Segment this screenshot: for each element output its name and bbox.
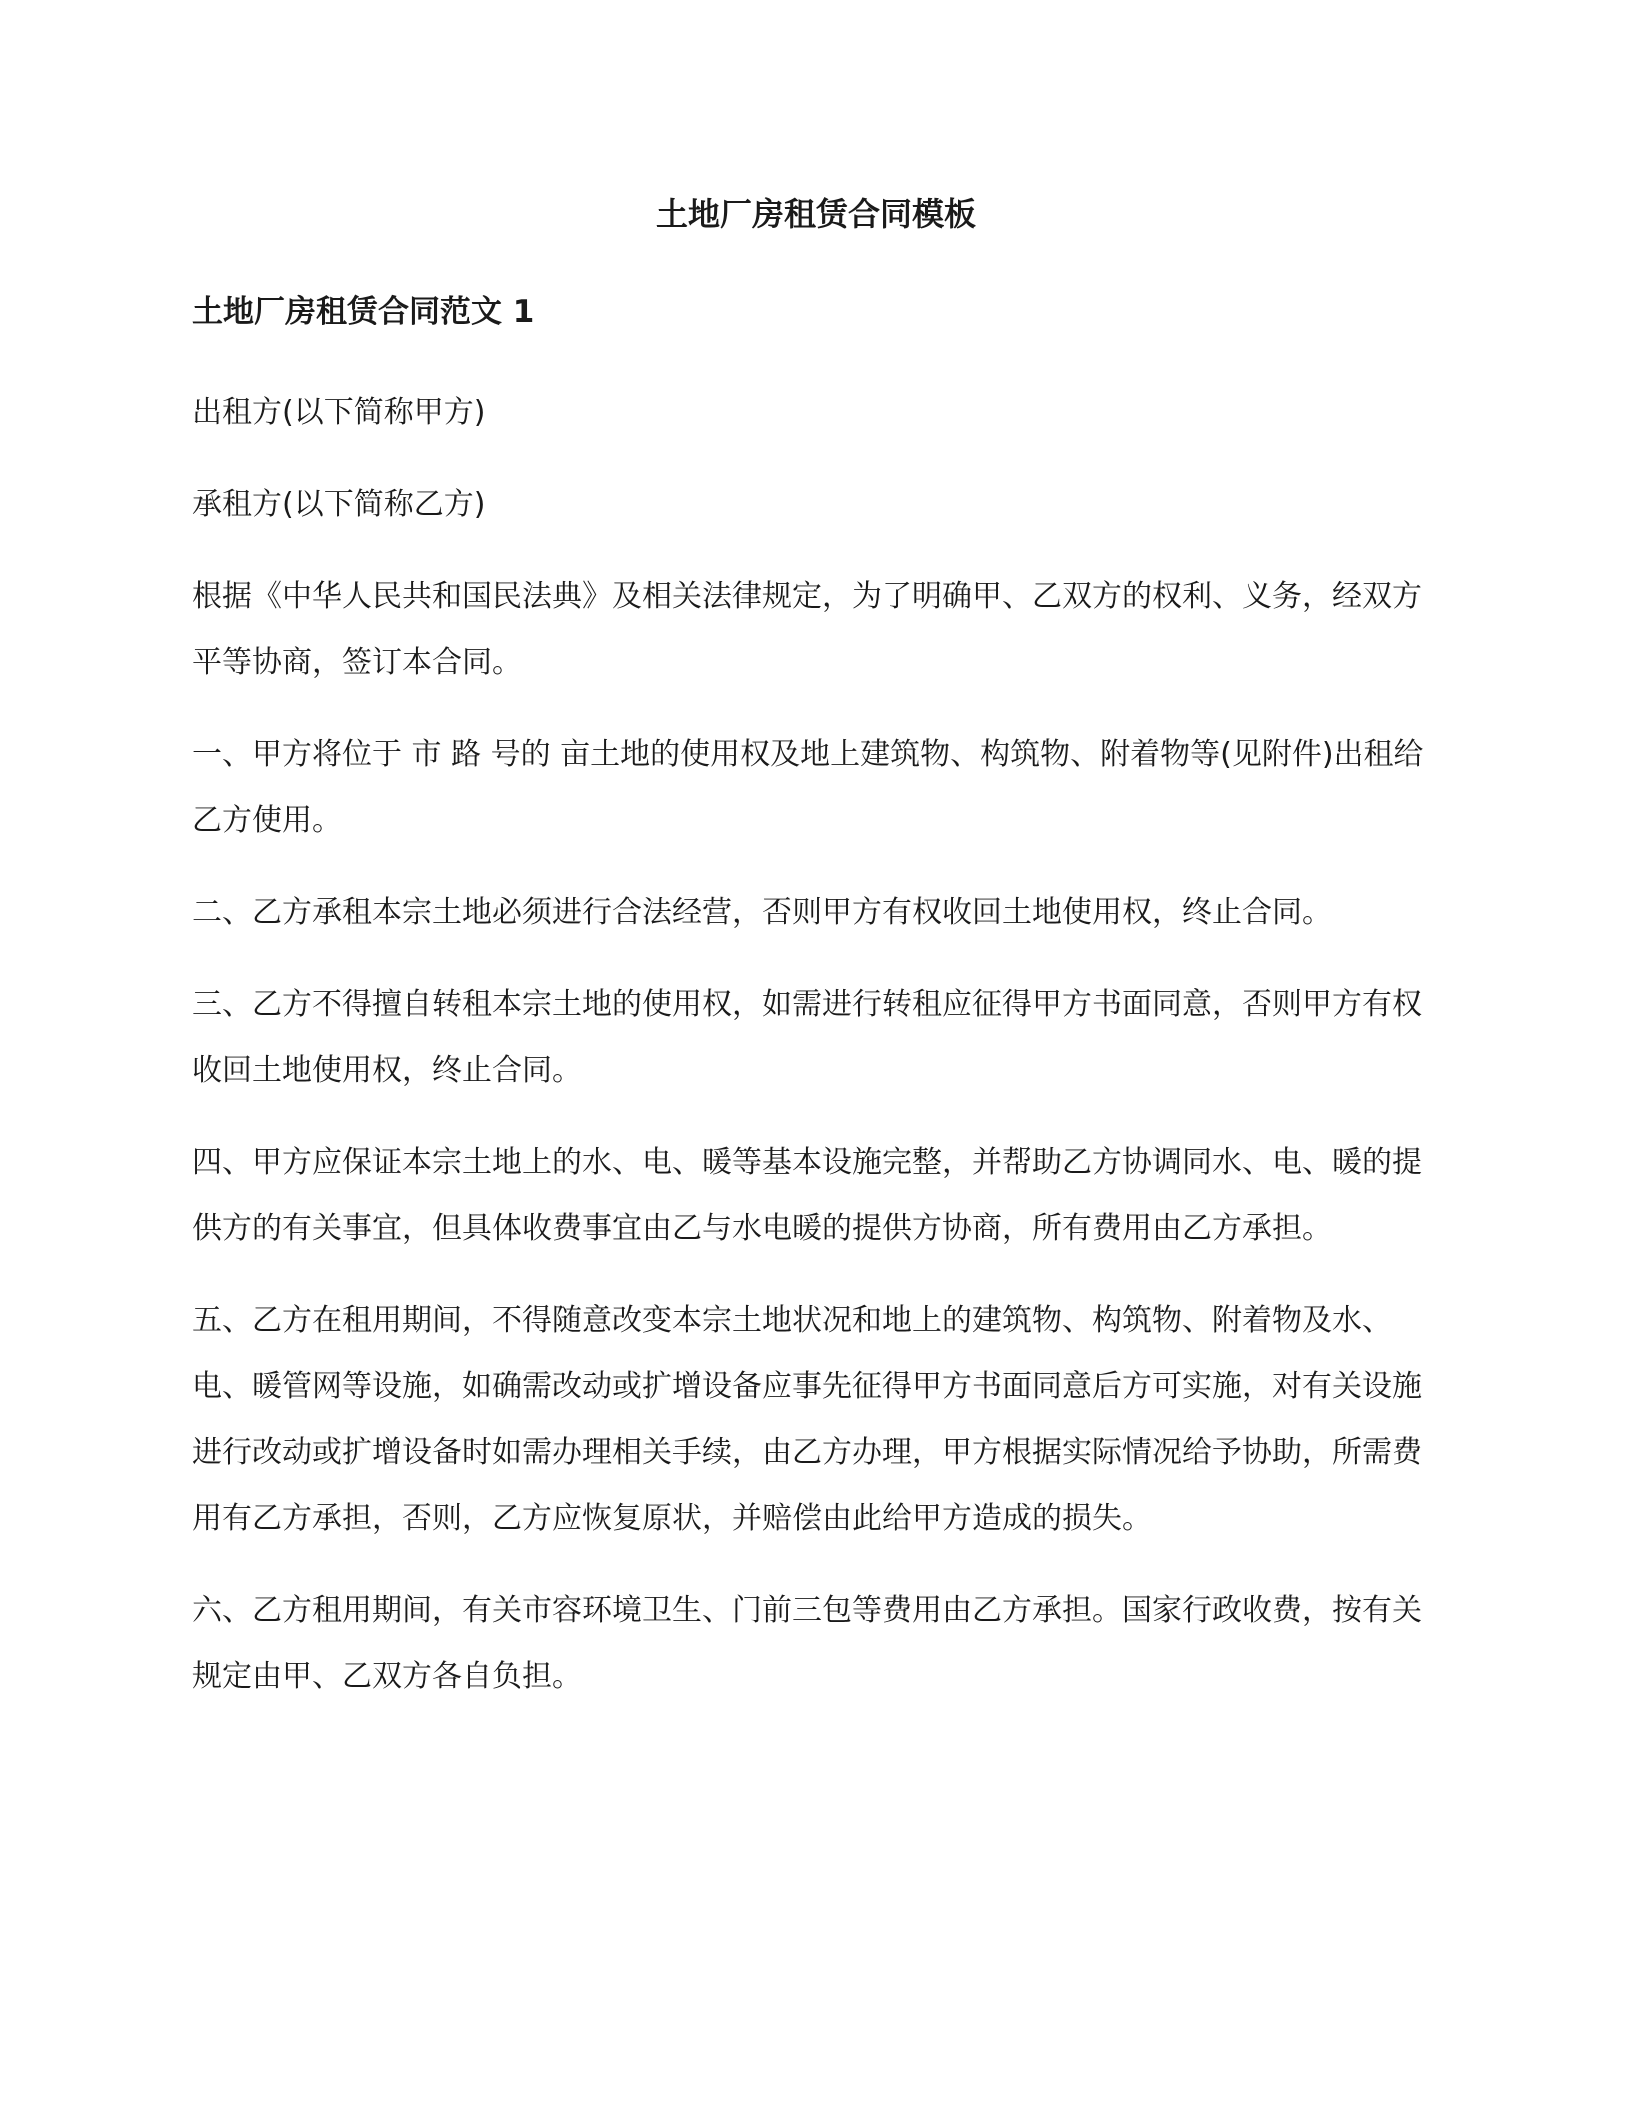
paragraph-lessor: 出租方(以下简称甲方): [192, 395, 486, 430]
paragraph-clause-2: 二、乙方承租本宗土地必须进行合法经营，否则甲方有权收回土地使用权，终止合同。: [192, 895, 1332, 930]
paragraph-clause-4: 四、甲方应保证本宗土地上的水、电、暖等基本设施完整，并帮助乙方协调同水、电、暖的提供方的有关事宜，但具体收费事宜由乙与水电暖的提供方协商，所有费用由乙方承担。: [192, 1145, 1422, 1246]
paragraph-clause-5: 五、乙方在租用期间，不得随意改变本宗土地状况和地上的建筑物、构筑物、附着物及水、电、暖管网等设施，如确需改动或扩增设备应事先征得甲方书面同意后方可实施，对有关设施进行改动或扩增设备时如需办理相关手续，由乙方办理，甲方根据实际情况给予协助，所需费用有乙方承担，否则，乙方应恢复原状，并赔偿由此给甲方造成的损失。: [192, 1303, 1422, 1536]
paragraph-preamble: 根据《中华人民共和国民法典》及相关法律规定，为了明确甲、乙双方的权利、义务，经双方平等协商，签订本合同。: [192, 579, 1422, 680]
section-heading: 土地厂房租赁合同范文 1: [192, 294, 535, 330]
document-body: [192, 288, 1442, 1736]
paragraph-lessee: 承租方(以下简称乙方): [192, 487, 486, 522]
paragraph-clause-1: 一、甲方将位于 市 路 号的 亩土地的使用权及地上建筑物、构筑物、附着物等(见附件)出租给乙方使用。: [192, 737, 1424, 838]
document-title: 土地厂房租赁合同模板: [655, 195, 976, 233]
paragraph-clause-6: 六、乙方租用期间，有关市容环境卫生、门前三包等费用由乙方承担。国家行政收费，按有关规定由甲、乙双方各自负担。: [192, 1593, 1422, 1694]
paragraph-clause-3: 三、乙方不得擅自转租本宗土地的使用权，如需进行转租应征得甲方书面同意，否则甲方有权收回土地使用权，终止合同。: [192, 987, 1422, 1088]
